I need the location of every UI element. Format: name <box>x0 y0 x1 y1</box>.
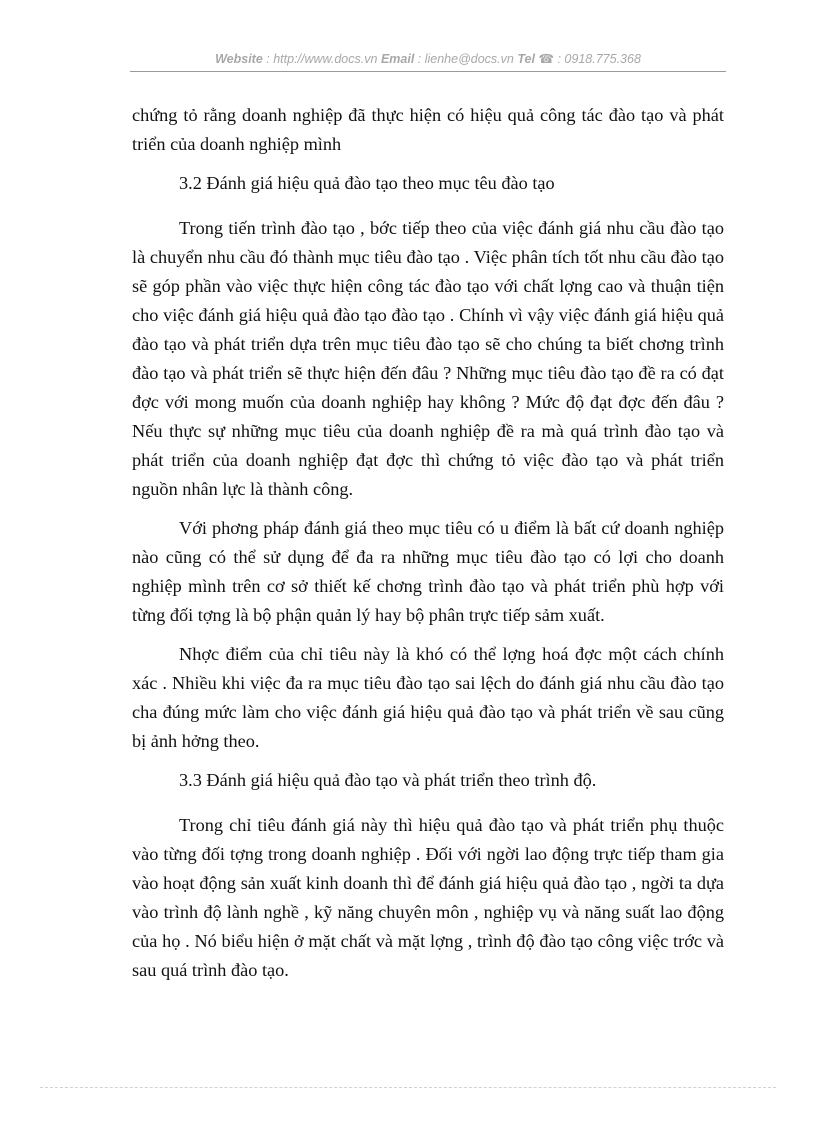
paragraph-continuation: chứng tỏ rằng doanh nghiệp đã thực hiện có hiệu quả công tác đào tạo và phát triển của doanh nghiệp mình <box>132 105 724 154</box>
website-label: Website <box>215 52 263 66</box>
header-divider <box>130 71 726 72</box>
section-heading-3-3: 3.3 Đánh giá hiệu quả đào tạo và phát triển theo trình độ. <box>179 770 597 790</box>
footer-divider <box>40 1087 776 1088</box>
paragraph-objectives-intro: Trong tiến trình đào tạo , bớc tiếp theo của việc đánh giá nhu cầu đào tạo là chuyển nhu cầu đó thành mục tiêu đào tạo . Việc phân tích tốt nhu cầu đào tạo sẽ góp phần vào việc thực hiện công tác đào tạo với chất lợng cao và thuận tiện cho việc đánh giá hiệu quả đào tạo đào tạo . Chính vì vậy việc đánh giá hiệu quả đào tạo và phát triển dựa trên mục tiêu đào tạo sẽ cho chúng ta biết chơng trình đào tạo và phát triển sẽ thực hiện đến đâu ? Những mục tiêu đào tạo đề ra có đạt đợc với mong muốn của doanh nghiệp hay không ? Mức độ đạt đợc đến đâu ? Nếu thực sự những mục tiêu của doanh nghiệp đề ra mà quá trình đào tạo và phát triển của doanh nghiệp đạt đợc thì chứng tỏ việc đào tạo và phát triển nguồn nhân lực là thành công. <box>132 218 724 499</box>
email-address: : lienhe@docs.vn <box>417 52 514 66</box>
paragraph-advantages: Với phơng pháp đánh giá theo mục tiêu có u điểm là bất cứ doanh nghiệp nào cũng có thể sử dụng để đa ra những mục tiêu đào tạo có lợi cho doanh nghiệp mình trên cơ sở thiết kế chơng trình đào tạo và phát triển phù hợp với từng đối tợng là bộ phận quản lý hay bộ phân trực tiếp sảm xuất. <box>132 518 724 625</box>
section-heading-3-2: 3.2 Đánh giá hiệu quả đào tạo theo mục têu đào tạo <box>179 173 555 193</box>
page-header <box>130 50 726 68</box>
tel-number: ☎ : 0918.775.368 <box>538 52 641 66</box>
paragraph-level-evaluation: Trong chỉ tiêu đánh giá này thì hiệu quả đào tạo và phát triển phụ thuộc vào từng đối tợng trong doanh nghiệp . Đối với ngời lao động trực tiếp tham gia vào hoạt động sản xuất kinh doanh thì để đánh giá hiệu quả đào tạo , ngời ta dựa vào trình độ lành nghề , kỹ năng chuyên môn , nghiệp vụ và năng suất lao động của họ . Nó biểu hiện ở mặt chất và mặt lợng , trình độ đào tạo công việc trớc và sau quá trình đào tạo. <box>132 815 724 980</box>
paragraph-disadvantages: Nhợc điểm của chỉ tiêu này là khó có thể lợng hoá đợc một cách chính xác . Nhiều khi việc đa ra mục tiêu đào tạo sai lệch do đánh giá nhu cầu đào tạo cha đúng mức làm cho việc đánh giá hiệu quả đào tạo và phát triển về sau cũng bị ảnh hởng theo. <box>132 644 724 751</box>
email-label: Email <box>380 52 415 66</box>
tel-label: Tel <box>517 52 535 66</box>
website-url: : http://www.docs.vn <box>266 52 378 66</box>
document-body <box>132 101 724 995</box>
